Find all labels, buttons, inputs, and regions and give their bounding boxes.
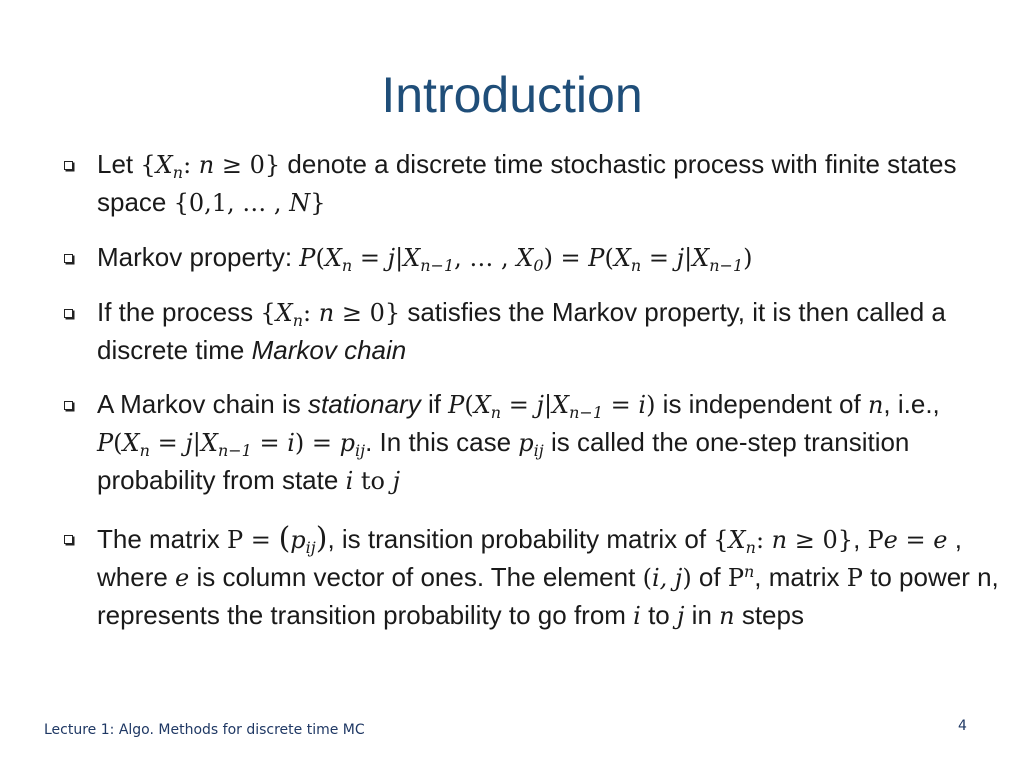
math-j: j bbox=[677, 602, 685, 630]
bullet-text: in bbox=[684, 600, 720, 630]
bullet-text: to bbox=[640, 600, 677, 630]
bullet-text: , where bbox=[97, 524, 962, 592]
math-i: i bbox=[633, 602, 641, 630]
math-pij-definition: $P(X_n = j|X_{n-1} = i) = p_{ij}$ bbox=[97, 429, 366, 460]
bullet-item-5 bbox=[60, 520, 1000, 635]
bullet-text: A Markov chain is bbox=[97, 389, 308, 419]
math-conditional: $P(X_n = j|X_{n-1} = i)$ bbox=[448, 391, 656, 422]
math-matrix-def: $P = (p_{ij})$ bbox=[227, 521, 328, 557]
bullet-text: to power n, represents the transition probability to go from bbox=[97, 562, 999, 630]
term-markov-chain: Markov chain bbox=[251, 335, 407, 365]
math-i-to-j: i to j bbox=[345, 467, 401, 495]
math-element-ij: (i, j) bbox=[642, 564, 692, 592]
bullet-text: . In this case bbox=[365, 427, 519, 457]
math-process: {$X_n$: n ≥ 0} bbox=[140, 151, 281, 182]
bullet-text: steps bbox=[734, 600, 804, 630]
square-bullet-icon bbox=[64, 401, 73, 410]
slide-title: Introduction bbox=[381, 67, 643, 123]
bullet-text: if bbox=[420, 389, 449, 419]
bullet-text: is independent of bbox=[655, 389, 868, 419]
page-number: 4 bbox=[958, 718, 967, 734]
term-stationary: stationary bbox=[307, 389, 421, 419]
math-e: e bbox=[175, 564, 190, 592]
square-bullet-icon bbox=[64, 535, 73, 544]
bullet-item-1 bbox=[60, 146, 1000, 222]
bullet-text: denote a discrete time stochastic process with finite states space bbox=[97, 149, 957, 217]
math-state-space: {0,1, … , N} bbox=[173, 189, 326, 217]
square-bullet-icon bbox=[64, 254, 73, 263]
bullet-item-4 bbox=[60, 386, 1000, 500]
bullet-text: is called the one-step transition probability from state bbox=[97, 427, 910, 495]
math-p: P bbox=[846, 564, 863, 592]
bullet-text: The matrix bbox=[97, 524, 228, 554]
math-n: n bbox=[867, 391, 884, 419]
math-process: {$X_n$: n ≥ 0} bbox=[713, 526, 854, 557]
bullet-list bbox=[60, 146, 1000, 652]
bullet-text: Markov property: bbox=[97, 242, 300, 272]
math-p-power-n: $P^n$ bbox=[727, 562, 755, 592]
math-pij: $p_{ij}$ bbox=[518, 429, 544, 460]
math-pe-equals-e: Pe = e bbox=[867, 526, 948, 554]
bullet-text: is column vector of ones. The element bbox=[189, 562, 643, 592]
bullet-text: satisfies the Markov property, it is then called a discrete time bbox=[97, 297, 946, 365]
bullet-text: of bbox=[691, 562, 728, 592]
slide-footer: Lecture 1: Algo. Methods for discrete time MC bbox=[44, 722, 365, 738]
bullet-text: , bbox=[853, 524, 868, 554]
bullet-item-2 bbox=[60, 239, 1000, 277]
bullet-text: If the process bbox=[97, 297, 261, 327]
math-n: n bbox=[719, 602, 735, 630]
bullet-text: , is transition probability matrix of bbox=[327, 524, 714, 554]
bullet-text: Let bbox=[97, 149, 141, 179]
bullet-text: , i.e., bbox=[883, 389, 940, 419]
bullet-text: , matrix bbox=[754, 562, 847, 592]
bullet-item-3 bbox=[60, 294, 1000, 369]
square-bullet-icon bbox=[64, 161, 73, 170]
math-markov-property: $P(X_n = j|X_{n-1}$, … , $X_0) = P(X_n = j|X_{n-1})$ bbox=[299, 244, 753, 275]
square-bullet-icon bbox=[64, 309, 73, 318]
math-process: {$X_n$: n ≥ 0} bbox=[260, 299, 401, 330]
